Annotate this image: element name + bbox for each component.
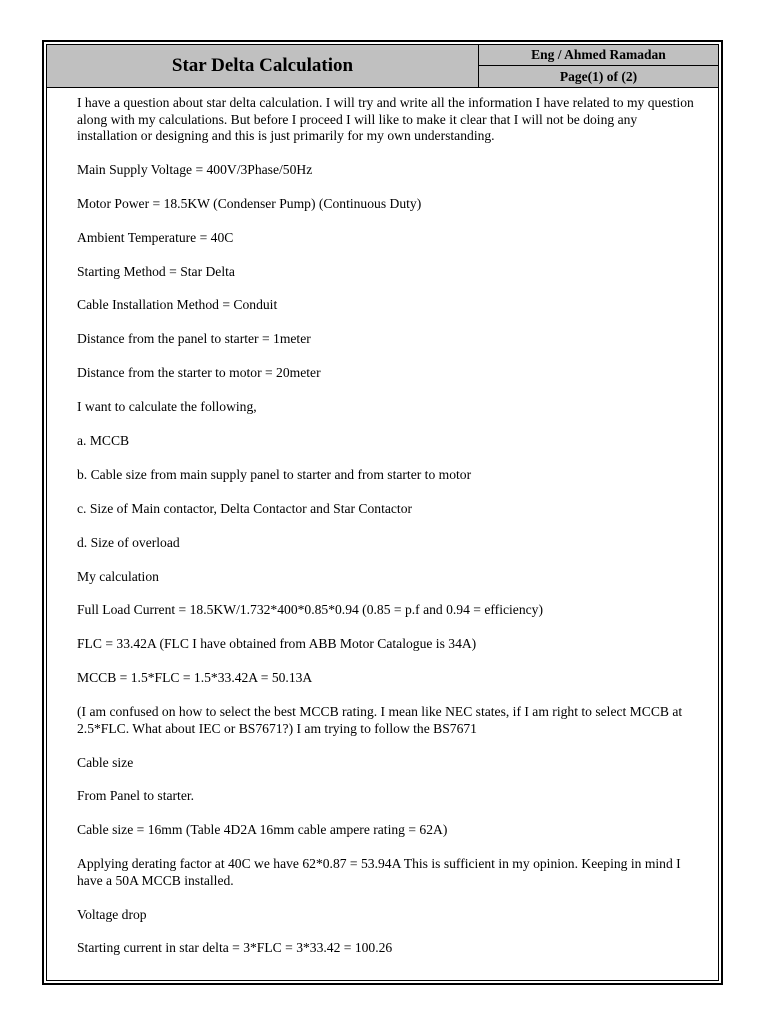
paragraph-cable-installation: Cable Installation Method = Conduit [77,297,278,313]
list-item-b: b. Cable size from main supply panel to starter and from starter to motor [77,466,472,482]
heading-my-calculation: My calculation [77,568,159,584]
paragraph-flc: FLC = 33.42A (FLC I have obtained from ABB Motor Catalogue is 34A) [77,636,477,652]
paragraph-motor-power: Motor Power = 18.5KW (Condenser Pump) (Continuous Duty) [77,195,422,211]
page-number: Page(1) of (2) [479,66,718,87]
paragraph-starting-current: Starting current in star delta = 3*FLC = 3*33.42 = 100.26 [77,940,393,956]
list-item-d: d. Size of overload [77,534,180,550]
page-frame [42,40,723,985]
page-frame-inner [46,44,719,981]
heading-voltage-drop: Voltage drop [77,906,147,922]
paragraph-derating: Applying derating factor at 40C we have 62*0.87 = 53.94A This is sufficient in my opinion. Keeping in mind I have a 50A MCCB installed. [77,856,681,888]
paragraph-full-load-current: Full Load Current = 18.5KW/1.732*400*0.85*0.94 (0.85 = p.f and 0.94 = efficiency) [77,602,543,618]
document-header [47,45,718,88]
document-title: Star Delta Calculation [47,45,479,87]
paragraph-ambient-temperature: Ambient Temperature = 40C [77,229,234,245]
paragraph-distance-panel: Distance from the panel to starter = 1meter [77,331,311,347]
paragraph-intro: I have a question about star delta calculation. I will try and write all the information I have related to my question along with my calculations. But before I proceed I will like to make it clear that I will not be doing any installation or designing and this is just primarily for my own understanding. [77,95,694,143]
paragraph-supply-voltage: Main Supply Voltage = 400V/3Phase/50Hz [77,161,313,177]
list-item-a: a. MCCB [77,433,130,449]
document-body [77,95,697,974]
paragraph-calculate-list-intro: I want to calculate the following, [77,399,257,415]
heading-cable-size: Cable size [77,754,134,770]
paragraph-cable-size-value: Cable size = 16mm (Table 4D2A 16mm cable ampere rating = 62A) [77,822,448,838]
paragraph-panel-to-starter: From Panel to starter. [77,788,195,804]
paragraph-mccb-question: (I am confused on how to select the best MCCB rating. I mean like NEC states, if I am right to select MCCB at 2.5*FLC. What about IEC or BS7671?) I am trying to follow the BS7671 [77,704,683,736]
paragraph-starting-method: Starting Method = Star Delta [77,263,235,279]
paragraph-mccb: MCCB = 1.5*FLC = 1.5*33.42A = 50.13A [77,670,313,686]
list-item-c: c. Size of Main contactor, Delta Contactor and Star Contactor [77,500,413,516]
paragraph-distance-motor: Distance from the starter to motor = 20meter [77,365,321,381]
author-name: Eng / Ahmed Ramadan [479,45,718,66]
